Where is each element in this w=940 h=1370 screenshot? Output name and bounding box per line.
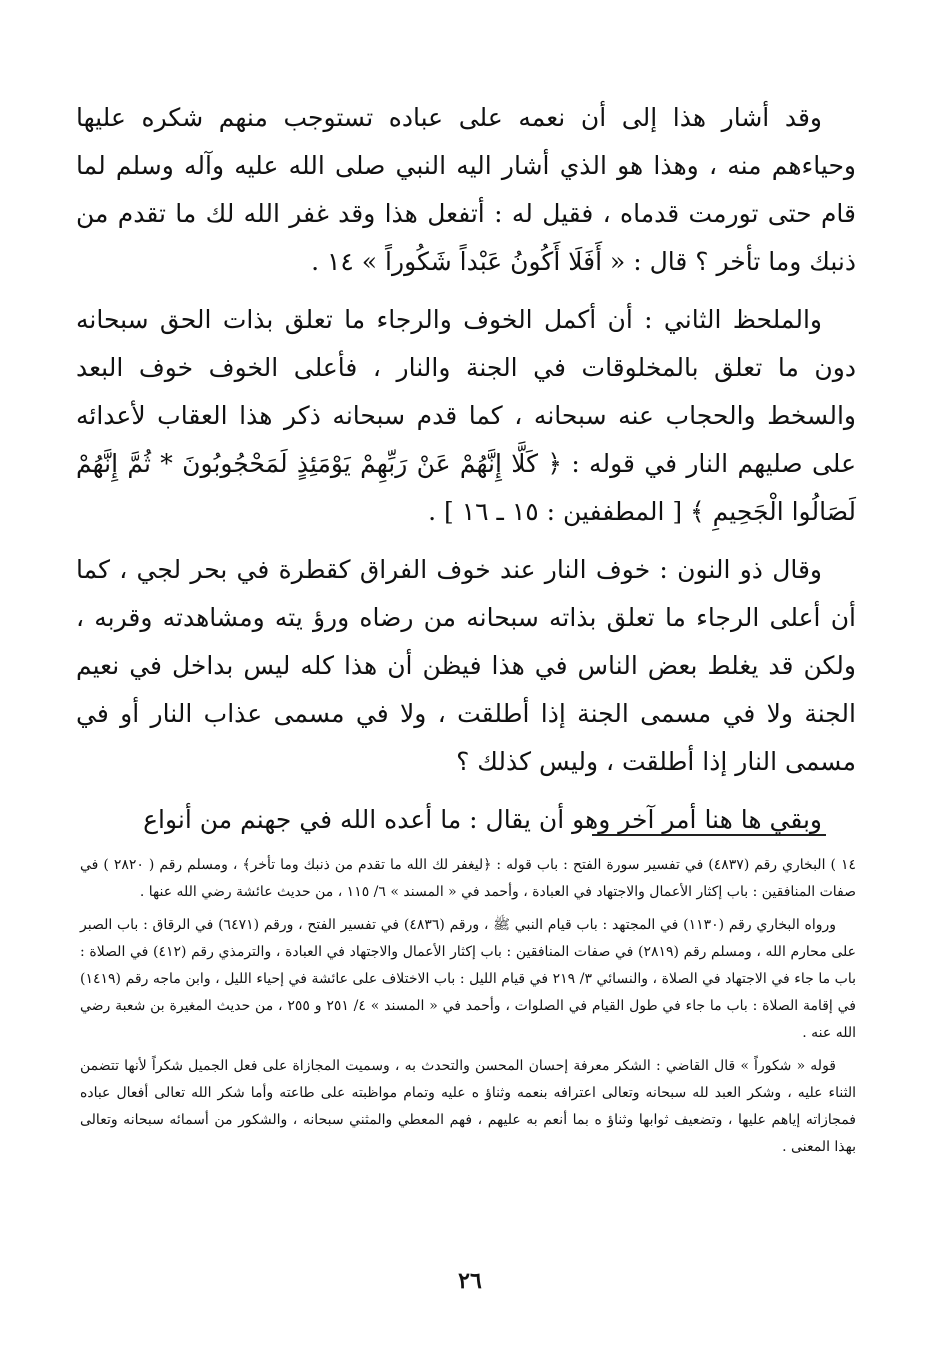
- footnote-commentary: قوله « شكوراً » قال القاضي : الشكر معرفة إحسان المحسن والتحدث به ، وسميت المجازاة على فعل الجميل شكراً لأنها تتضمن الثناء عليه ، وشكر العبد لله سبحانه وتعالى اعترافه بنعمه وثناؤ ه عليه وتمام مواظبته على طاعته وأما شكر الله تعالى أفعال عباده فمجازاته إياهم عليها ، وتضعيف ثوابها وثناؤ ه بما أنعم به عليهم ، فهم المعطي والمثني سبحانه ، والشكور من أسمائه سبحانه وتعالى بهذا المعنى .: [80, 1058, 856, 1155]
- footnote-continuation: ورواه البخاري رقم (١١٣٠) في المجتهد : باب قيام النبي ﷺ ، ورقم (٤٨٣٦) في تفسير الفتح ، ورقم (٦٤٧١) في الرقاق : باب الصبر على محارم الله ، ومسلم رقم (٢٨١٩) في صفات المنافقين : باب إكثار الأعمال والاجتهاد في العبادة ، والترمذي رقم (٤١٢) في الصلاة : باب ما جاء في الاجتهاد في الصلاة ، والنسائي ٣/ ٢١٩ في قيام الليل : باب الاختلاف على عائشة في إحياء الليل ، وابن ماجه رقم (١٤١٩) في إقامة الصلاة : باب ما جاء في طول القيام في الصلوات ، وأحمد في « المسند » ٤/ ٢٥١ و ٢٥٥ ، من حديث المغيرة بن شعبة رضي الله عنه .: [80, 917, 857, 1041]
- page-number: ٢٦: [458, 1268, 482, 1294]
- footnote-divider: [592, 834, 826, 836]
- paragraph-2: والملحظ الثاني : أن أكمل الخوف والرجاء ما تعلق بذات الحق سبحانه دون ما تعلق بالمخلوقات في الجنة والنار ، فأعلى الخوف خوف البعد والسخط والحجاب عنه سبحانه ، كما قدم سبحانه ذكر هذا العقاب لأعدائه على صليهم النار في قوله : ﴿ كَلَّا إِنَّهُمْ عَنْ رَبِّهِمْ يَوْمَئِذٍ لَمَحْجُوبُونَ * ثُمَّ إِنَّهُمْ لَصَالُوا الْجَحِيمِ ﴾ [ المطففين : ١٥ ـ ١٦ ] .: [76, 305, 856, 526]
- paragraph-3: وقال ذو النون : خوف النار عند خوف الفراق كقطرة في بحر لجي ، كما أن أعلى الرجاء ما تعلق بذاته سبحانه من رضاه ورؤ يته ومشاهدته وقربه ، ولكن قد يغلط بعض الناس في هذا فيظن أن هذا كله ليس بداخل في نعيم الجنة ولا في مسمى الجنة إذا أطلقت ، ولا في مسمى عذاب النار أو في مسمى النار إذا أطلقت ، وليس كذلك ؟: [76, 555, 856, 776]
- main-text: [76, 94, 856, 854]
- footnotes: [80, 852, 856, 1167]
- footnote-14: ١٤ ) البخاري رقم (٤٨٣٧) في تفسير سورة الفتح : باب قوله : ﴿ليغفر لك الله ما تقدم من ذنبك وما تأخر﴾ ، ومسلم رقم ( ٢٨٢٠ ) في صفات المنافقين : باب إكثار الأعمال والاجتهاد في العبادة ، وأحمد في « المسند » ٦/ ١١٥ ، من حديث عائشة رضي الله عنها .: [80, 857, 856, 900]
- paragraph-1: وقد أشار هذا إلى أن نعمه على عباده تستوجب منهم شكره عليها وحياءهم منه ، وهذا هو الذي أشار اليه النبي صلى الله عليه وآله وسلم لما قام حتى تورمت قدماه ، فقيل له : أتفعل هذا وقد غفر الله لك ما تقدم من ذنبك وما تأخر ؟ قال : « أَفَلَا أَكُونُ عَبْداً شَكُوراً » ١٤ .: [76, 103, 856, 276]
- paragraph-4: وبقي ها هنا أمر آخر وهو أن يقال : ما أعده الله في جهنم من أنواع: [143, 805, 822, 834]
